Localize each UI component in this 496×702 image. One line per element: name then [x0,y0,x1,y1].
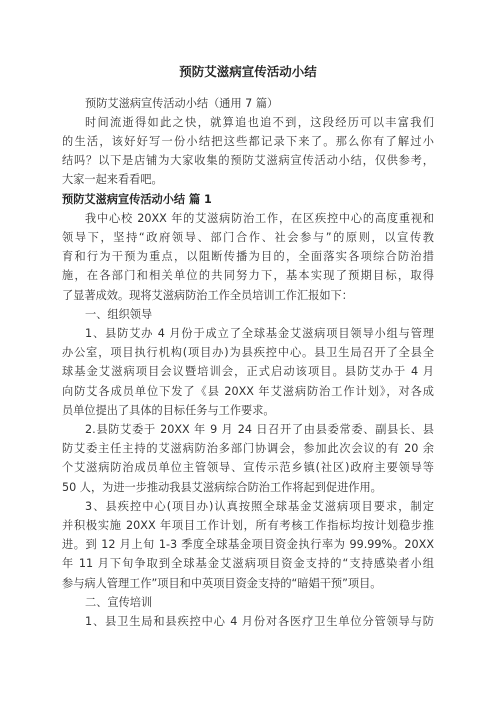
paragraph-line: 年 11 月下旬争取到全球基金艾滋病项目资金支持的“支持感染者小组 [62,557,434,570]
paragraph-line: 员单位提出了具体的目标任务与工作要求。 [62,404,275,417]
paragraph-line: 50 人，为进一步推动我县艾滋病综合防治工作将起到促进作用。 [62,481,382,494]
paragraph-line: 球基金艾滋病项目会议暨培训会，正式启动该项目。县防艾办于 4 月 [62,365,434,378]
paragraph-line: 防艾委主任主持的艾滋病防治多部门协调会，参加此次会议的有 20 余 [62,442,434,455]
document-title: 预防艾滋病宣传活动小结 [179,64,317,79]
paragraph-line: 3、县疾控中心(项目办)认真按照全球基金艾滋病项目要求，制定 [85,500,434,513]
paragraph-line: 领导下，坚持“政府领导、部门合作、社会参与”的原则，以宣传教 [62,231,434,244]
paragraph-line: 结吗？以下是店铺为大家收集的预防艾滋病宣传活动小结，仅供参考， [62,154,434,167]
paragraph-line: 1、县卫生局和县疾控中心 4 月份对各医疗卫生单位分管领导与防 [85,615,434,628]
paragraph-line: 的生活，该好好写一份小结把这些都记录下来了。那么你有了解过小 [62,135,434,148]
subsection-heading: 二、宣传培训 [85,596,153,609]
paragraph-line: 了显著成效。现将艾滋病防治工作全员培训工作汇报如下： [62,289,353,302]
document-subtitle: 预防艾滋病宣传活动小结（通用 7 篇） [85,97,279,110]
paragraph-line: 大家一起来看看吧。 [62,173,163,186]
paragraph-line: 育和行为干预为重点，以阻断传播为目的，全面落实各项综合防治措 [62,250,434,263]
paragraph-line: 时间流逝得如此之快，就算追也追不到，这段经历可以丰富我们 [85,116,434,129]
paragraph-line: 1、县防艾办 4 月份于成立了全球基金艾滋病项目领导小组与管理 [85,327,434,340]
paragraph-line: 向防艾各成员单位下发了《县 20XX 年艾滋病防治工作计划》，对各成 [62,385,434,398]
paragraph-line: 参与病人管理工作”项目和中英项目资金支持的“暗娼干预”项目。 [62,577,382,590]
paragraph-line: 施，在各部门和相关单位的共同努力下，基本实现了预期目标，取得 [62,269,434,282]
paragraph-line: 办公室，项目执行机构(项目办)为县疾控中心。县卫生局召开了全县全 [62,346,434,359]
paragraph-line: 并积极实施 20XX 年项目工作计划，所有考核工作指标均按计划稳步推 [62,519,434,532]
paragraph-line: 我中心校 20XX 年的艾滋病防治工作，在区疾控中心的高度重视和 [85,212,434,225]
paragraph-line: 2.县防艾委于 20XX 年 9 月 24 日召开了由县委常委、副县长、县 [85,423,434,436]
subsection-heading: 一、组织领导 [85,308,153,321]
section-heading: 预防艾滋病宣传活动小结 篇 1 [62,193,212,206]
paragraph-line: 进。到 12 月上旬 1-3 季度全球基金项目资金执行率为 99.99%。20XX [62,538,434,551]
paragraph-line: 个艾滋病防治成员单位主管领导、宣传示范乡镇(社区)政府主要领导等 [62,461,434,474]
